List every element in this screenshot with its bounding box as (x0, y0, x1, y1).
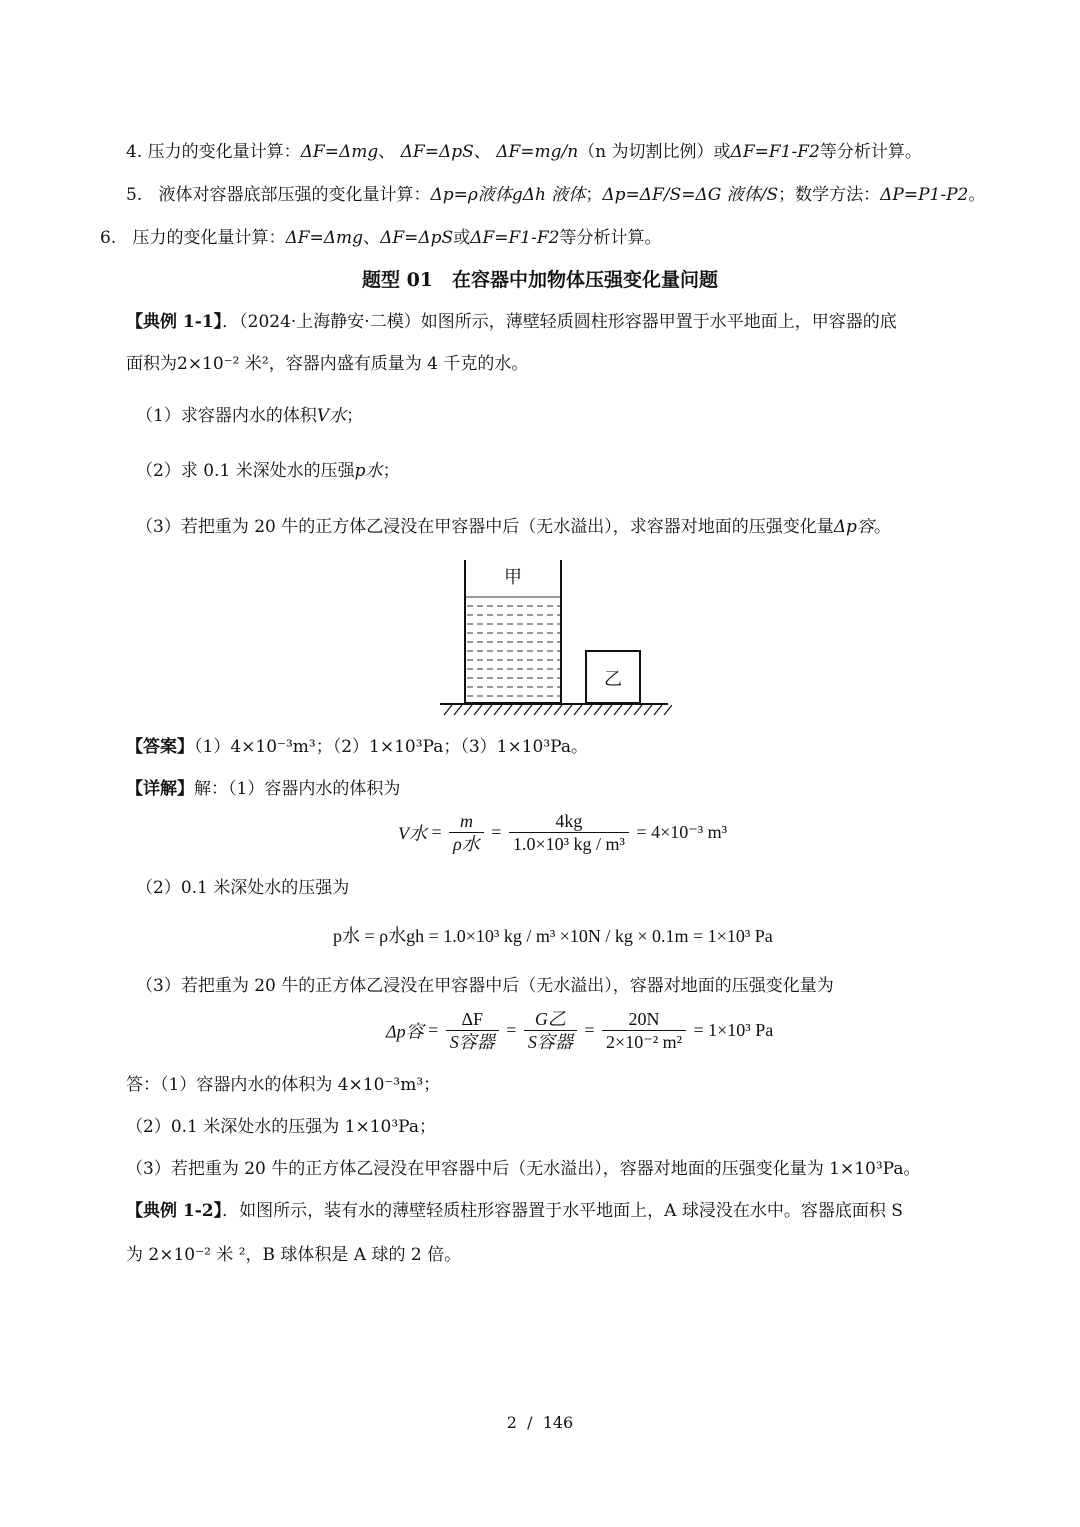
ground-hatch-mark (634, 705, 642, 715)
ground-hatch-mark (504, 705, 512, 715)
water-fill (466, 597, 560, 703)
ground-hatch-mark (544, 705, 552, 715)
ground-hatch-mark (564, 705, 572, 715)
ground-line (440, 704, 672, 715)
ground-hatch-mark (654, 705, 662, 715)
example-1-2-line2: 为 2×10⁻² 米 ²，B 球体积是 A 球的 2 倍。 (126, 1245, 462, 1265)
equation-pressure: p水 = ρ水gh = 1.0×10³ kg / m³ ×10N / kg × 0.1m = 1×10³ Pa (333, 926, 773, 946)
detail-line-3: （3）若把重为 20 牛的正方体乙浸没在甲容器中后（无水溢出），容器对地面的压强变化量为 (136, 976, 834, 996)
equation-volume: V水 = $\frac{m}{\text{ρ水}}$ = $\frac{4kg}{\text{1.0×10³ kg / m³}}$ = 4×10⁻³ m³ (398, 811, 728, 854)
ground-hatch-mark (614, 705, 622, 715)
question-1: （1）求容器内水的体积V水； (136, 406, 364, 426)
ground-hatch-mark (514, 705, 522, 715)
answer-line: 【答案】（1）4×10⁻³m³；（2）1×10³Pa；（3）1×10³Pa。 (126, 737, 588, 757)
ground-hatch-mark (644, 705, 652, 715)
equation-pressure-change: Δp容 = $\frac{\Delta F}{\text{S容器}}$ = $\frac{\text{G乙}}{\text{S容器}}$ = $\frac{20N}{\text{2×10⁻² m²}}$ = 1×10³ Pa (386, 1009, 774, 1052)
list-item-5: 5. 液体对容器底部压强的变化量计算：Δp=ρ液体gΔh 液体；Δp=ΔF/S=ΔG 液体/S；数学方法：ΔP=P1-P2。 (126, 185, 986, 205)
ground-hatch-mark (574, 705, 582, 715)
ground-hatch-mark (444, 705, 452, 715)
ground-hatch-mark (584, 705, 592, 715)
section-title: 题型 01 在容器中加物体压强变化量问题 (361, 269, 719, 291)
ground-hatch-mark (604, 705, 612, 715)
ground-hatch-mark (454, 705, 462, 715)
ground-hatch-mark (664, 705, 672, 715)
ground-hatch-mark (524, 705, 532, 715)
example-1-1-intro-line2: 面积为2×10⁻² 米²，容器内盛有质量为 4 千克的水。 (126, 354, 529, 374)
ground-hatch-mark (474, 705, 482, 715)
ground-hatch-mark (594, 705, 602, 715)
ground-hatch-mark (624, 705, 632, 715)
detail-line-1: 【详解】解：（1）容器内水的体积为 (126, 779, 401, 799)
list-item-4: 4. 压力的变化量计算：ΔF=Δmg、 ΔF=ΔpS、 ΔF=mg/n（n 为切割比例）或ΔF=F1-F2等分析计算。 (126, 142, 922, 162)
ground-hatch-mark (464, 705, 472, 715)
example-1-1-intro: 【典例 1-1】．（2024·上海静安·二模）如图所示，薄壁轻质圆柱形容器甲置于水平地面上，甲容器的底 (126, 312, 897, 332)
conclusion-3: （3）若把重为 20 牛的正方体乙浸没在甲容器中后（无水溢出），容器对地面的压强变化量为 1×10³Pa。 (126, 1159, 921, 1179)
conclusion-2: （2）0.1 米深处水的压强为 1×10³Pa； (126, 1117, 436, 1137)
conclusion-1: 答：（1）容器内水的体积为 4×10⁻³m³； (126, 1075, 441, 1095)
example-1-2-intro: 【典例 1-2】．如图所示，装有水的薄壁轻质柱形容器置于水平地面上，A 球浸没在水中。容器底面积 S (126, 1201, 903, 1221)
ground-hatch-mark (554, 705, 562, 715)
label-jia: 甲 (504, 567, 522, 588)
page-number: 2 / 146 (506, 1413, 574, 1432)
detail-line-2: （2）0.1 米深处水的压强为 (136, 878, 350, 898)
label-yi: 乙 (604, 669, 622, 690)
ground-hatch-mark (484, 705, 492, 715)
question-3: （3）若把重为 20 牛的正方体乙浸没在甲容器中后（无水溢出），求容器对地面的压强变化量Δp容。 (136, 517, 891, 537)
list-item-6: 6. 压力的变化量计算：ΔF=Δmg、ΔF=ΔpS或ΔF=F1-F2等分析计算。 (100, 228, 662, 248)
container-diagram (436, 557, 672, 721)
ground-hatch-mark (534, 705, 542, 715)
question-2: （2）求 0.1 米深处水的压强p水； (136, 461, 400, 481)
ground-hatch-mark (494, 705, 502, 715)
